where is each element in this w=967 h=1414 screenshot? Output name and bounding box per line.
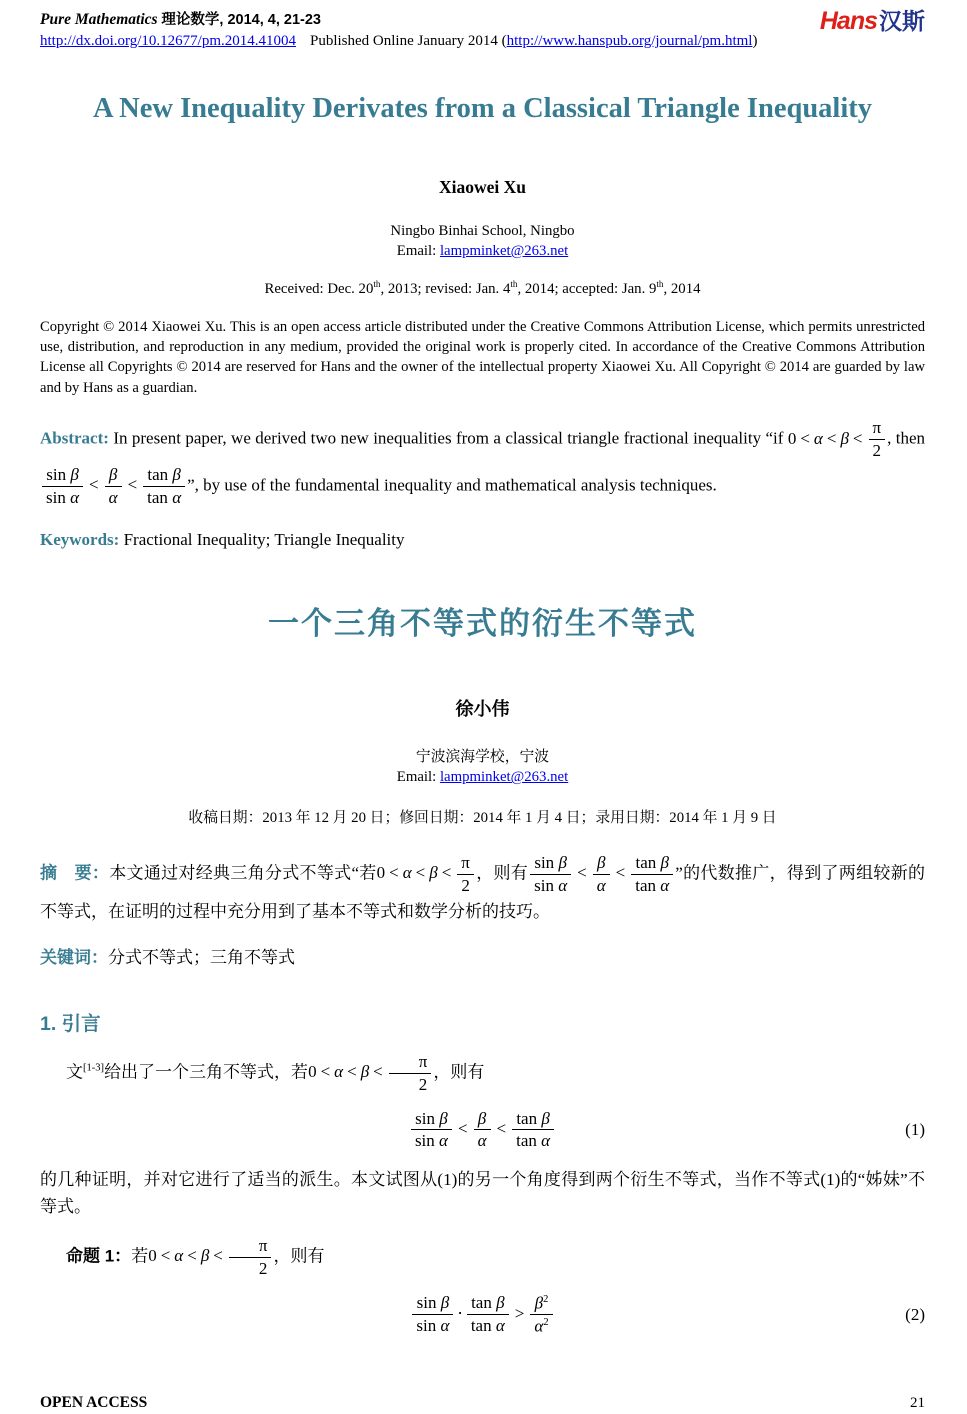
equation-1 bbox=[40, 1107, 925, 1154]
less-than-sign: < bbox=[213, 1246, 223, 1266]
chinese-keywords-text: 分式不等式；三角不等式 bbox=[108, 947, 295, 967]
tan-op: tan bbox=[635, 875, 657, 895]
sin-op: sin bbox=[416, 1316, 437, 1336]
math-beta: β bbox=[429, 863, 438, 883]
section-heading-introduction: 1. 引言 bbox=[40, 1012, 101, 1035]
received-text: , 2013; revised: Jan. 4 bbox=[380, 280, 511, 297]
math-alpha: α bbox=[477, 1131, 487, 1151]
less-than-sign: < bbox=[160, 1246, 171, 1266]
math-two: 2 bbox=[461, 875, 470, 895]
math-beta: β bbox=[70, 464, 79, 484]
received-text: Received: Dec. 20 bbox=[264, 280, 374, 297]
paper-title-english: A New Inequality Derivates from a Classical Triangle Inequality bbox=[93, 93, 872, 124]
doi-line bbox=[40, 33, 757, 50]
fraction-denominator bbox=[467, 1315, 509, 1336]
fraction-numerator bbox=[530, 1293, 552, 1316]
math-condition bbox=[787, 418, 887, 461]
email-link[interactable]: lampminket@263.net bbox=[439, 242, 569, 259]
fraction-sin bbox=[530, 853, 571, 896]
sin-op: sin bbox=[534, 853, 555, 873]
less-than-sign: < bbox=[457, 1118, 468, 1138]
less-than-sign: < bbox=[852, 428, 863, 448]
affiliation-chinese: 宁波滨海学校，宁波 bbox=[415, 748, 550, 765]
math-beta: β bbox=[840, 428, 849, 448]
sin-op: sin bbox=[415, 1108, 436, 1128]
fraction-beta-alpha bbox=[474, 1109, 491, 1152]
exponent-two: 2 bbox=[543, 1317, 549, 1329]
abstract-paragraph-english bbox=[40, 416, 925, 509]
less-than-sign: < bbox=[389, 863, 399, 883]
math-beta: β bbox=[596, 853, 606, 873]
sin-op: sin bbox=[534, 875, 554, 895]
math-alpha: α bbox=[108, 487, 118, 507]
math-condition bbox=[376, 853, 476, 895]
fraction-numerator bbox=[42, 465, 83, 487]
math-beta: β bbox=[477, 1108, 487, 1128]
fraction-beta-squared-alpha-squared bbox=[530, 1293, 552, 1337]
math-alpha: α bbox=[440, 1316, 450, 1336]
fraction-denominator bbox=[143, 487, 185, 508]
math-beta: β bbox=[439, 1108, 448, 1128]
less-than-sign: < bbox=[415, 863, 426, 883]
abstract-text-3: ”, by use of the fundamental inequality and mathematical analysis techniques. bbox=[187, 475, 717, 495]
author-name-english: Xiaowei Xu bbox=[438, 176, 526, 197]
intro-text-post: ，则有 bbox=[433, 1062, 485, 1082]
received-text: , 2014 bbox=[663, 280, 701, 297]
paper-title-chinese: 一个三角不等式的衍生不等式 bbox=[268, 605, 697, 641]
math-alpha: α bbox=[174, 1246, 184, 1266]
fraction-numerator bbox=[467, 1293, 509, 1315]
proposition-label: 命题 1： bbox=[66, 1246, 132, 1266]
fraction-pi-over-2 bbox=[389, 1052, 432, 1095]
proposition-1-statement bbox=[40, 1234, 925, 1281]
less-than-sign: < bbox=[441, 863, 452, 883]
less-than-sign: < bbox=[615, 863, 626, 883]
less-than-sign: < bbox=[496, 1118, 507, 1138]
sin-op: sin bbox=[46, 464, 67, 484]
less-than-sign: < bbox=[373, 1062, 383, 1082]
ordinal-sup: th bbox=[373, 278, 381, 289]
math-product-inequality bbox=[410, 1293, 554, 1336]
email-label: Email: bbox=[396, 242, 440, 259]
math-alpha: α bbox=[541, 1131, 551, 1151]
math-zero: 0 bbox=[787, 428, 797, 448]
math-zero: 0 bbox=[376, 863, 386, 883]
fraction-numerator bbox=[530, 853, 571, 875]
fraction-beta-alpha bbox=[593, 853, 610, 896]
fraction-beta-alpha bbox=[105, 465, 122, 508]
proposition-text-pre: 若 bbox=[131, 1246, 149, 1266]
tan-op: tan bbox=[516, 1108, 538, 1128]
less-than-sign: < bbox=[577, 863, 587, 883]
keywords-line-english bbox=[40, 530, 925, 550]
intro-paragraph-2: 的几种证明，并对它进行了适当的派生。本文试图从(1)的另一个角度得到两个衍生不等式，当作不等式(1)的“姊妹”不等式。 bbox=[40, 1170, 925, 1216]
math-inequality-chain bbox=[528, 853, 675, 895]
fraction-numerator bbox=[474, 1109, 491, 1131]
fraction-numerator bbox=[412, 1293, 453, 1315]
greater-than-sign: > bbox=[514, 1303, 525, 1323]
less-than-sign: < bbox=[320, 1062, 331, 1082]
abstract-text-1: In present paper, we derived two new inequalities from a classical triangle fractional inequality “if bbox=[113, 428, 784, 448]
intro-text-pre: 文 bbox=[66, 1062, 83, 1082]
math-zero: 0 bbox=[308, 1062, 317, 1082]
fraction-denominator bbox=[593, 875, 610, 896]
equation-1-number: (1) bbox=[905, 1119, 925, 1139]
math-beta: β bbox=[360, 1062, 370, 1082]
tan-op: tan bbox=[147, 487, 168, 507]
math-beta: β bbox=[440, 1293, 450, 1313]
math-beta: β bbox=[496, 1293, 505, 1313]
chinese-dates-line: 收稿日期：2013 年 12 月 20 日；修回日期：2014 年 1 月 4 日；录用日期：2014 年 1 月 9 日 bbox=[188, 810, 777, 827]
fraction-denominator bbox=[512, 1130, 554, 1151]
published-close-paren: ) bbox=[752, 33, 758, 49]
less-than-sign: < bbox=[826, 428, 837, 448]
less-than-sign: < bbox=[800, 428, 810, 448]
affiliation-block-english bbox=[40, 222, 925, 262]
fraction-numerator bbox=[105, 465, 122, 487]
keywords-text: Fractional Inequality; Triangle Inequality bbox=[123, 529, 405, 549]
math-two: 2 bbox=[258, 1258, 268, 1278]
fraction-tan bbox=[143, 465, 185, 508]
math-pi: π bbox=[869, 418, 886, 440]
received-dates-line bbox=[40, 279, 925, 298]
journal-issue-info: 理论数学, 2014, 4, 21-23 bbox=[161, 12, 321, 28]
fraction-numerator bbox=[143, 465, 185, 487]
fraction-denominator bbox=[412, 1315, 453, 1336]
math-alpha: α bbox=[558, 875, 568, 895]
intro-text-mid: 给出了一个三角不等式，若 bbox=[104, 1062, 309, 1082]
intro-paragraph-1 bbox=[40, 1050, 925, 1097]
math-two: 2 bbox=[872, 441, 882, 461]
fraction-numerator bbox=[631, 853, 673, 875]
journal-title-line bbox=[40, 8, 757, 29]
journal-name: Pure Mathematics bbox=[40, 11, 158, 28]
affiliation-english: Ningbo Binhai School, Ningbo bbox=[390, 222, 575, 239]
fraction-denominator bbox=[105, 487, 122, 508]
fraction-numerator bbox=[411, 1109, 452, 1131]
exponent-two: 2 bbox=[543, 1293, 549, 1305]
chinese-keywords-label: 关键词： bbox=[40, 947, 108, 967]
math-beta: β bbox=[534, 1293, 544, 1313]
equation-2-body bbox=[86, 1291, 879, 1339]
doi-link[interactable]: http://dx.doi.org/10.12677/pm.2014.41004 bbox=[40, 33, 296, 49]
open-access-label: OPEN ACCESS bbox=[40, 1394, 148, 1411]
math-pi: π bbox=[229, 1236, 272, 1258]
math-alpha: α bbox=[534, 1316, 544, 1336]
math-beta: β bbox=[660, 853, 669, 873]
tan-op: tan bbox=[147, 464, 169, 484]
ordinal-sup: th bbox=[510, 278, 518, 289]
math-alpha: α bbox=[439, 1131, 448, 1151]
fraction-tan bbox=[467, 1293, 509, 1336]
hans-logo-latin: Hans bbox=[819, 7, 877, 35]
fraction-sin bbox=[411, 1109, 452, 1152]
copyright-notice: Copyright © 2014 Xiaowei Xu. This is an open access article distributed under the Creative Commons Attribution License, which permits unrestricted use, distribution, and reproduction in any medium, provided the original work is properly cited. In accordance of the Creative Commons Attribution License all Copyrights © 2014 are reserved for Hans and the owner of the intellectual property Xiaowei Xu. All Copyright © 2014 are guarded by law and by Hans as a guardian. bbox=[40, 318, 925, 396]
fraction-denominator bbox=[530, 1315, 552, 1337]
email-label: Email: bbox=[396, 769, 440, 786]
keywords-label: Keywords: bbox=[40, 529, 120, 549]
math-alpha: α bbox=[596, 875, 606, 895]
proposition-text-post: ，则有 bbox=[273, 1246, 325, 1266]
math-alpha: α bbox=[495, 1316, 505, 1336]
citation-ref: [1-3] bbox=[83, 1062, 105, 1074]
fraction-denominator bbox=[474, 1130, 491, 1151]
hans-logo-chinese: 汉斯 bbox=[879, 8, 925, 34]
fraction-denominator bbox=[42, 487, 83, 508]
less-than-sign: < bbox=[127, 475, 138, 495]
math-alpha: α bbox=[402, 863, 412, 883]
fraction-numerator bbox=[512, 1109, 554, 1131]
equation-1-body bbox=[86, 1107, 879, 1154]
email-line-english bbox=[40, 242, 925, 262]
chinese-abstract-text-1: 本文通过对经典三角分式不等式“若 bbox=[109, 863, 377, 883]
sin-op: sin bbox=[416, 1293, 437, 1313]
math-condition bbox=[148, 1236, 273, 1278]
math-pi: π bbox=[389, 1052, 432, 1074]
fraction-tan bbox=[631, 853, 673, 896]
math-condition bbox=[308, 1051, 433, 1094]
less-than-sign: < bbox=[347, 1062, 357, 1082]
math-two: 2 bbox=[418, 1074, 428, 1094]
math-pi: π bbox=[457, 853, 474, 875]
chinese-abstract-text-2: ，则有 bbox=[475, 863, 529, 883]
abstract-label: Abstract: bbox=[40, 428, 109, 448]
math-alpha: α bbox=[660, 875, 670, 895]
ordinal-sup: th bbox=[656, 278, 664, 289]
keywords-line-chinese bbox=[40, 943, 925, 968]
math-beta: β bbox=[200, 1246, 210, 1266]
multiplication-dot: ⋅ bbox=[457, 1303, 463, 1323]
affiliation-block-chinese bbox=[40, 747, 925, 788]
hans-logo bbox=[820, 9, 925, 34]
email-line-chinese bbox=[40, 767, 925, 788]
math-beta: β bbox=[172, 464, 181, 484]
received-text: , 2014; accepted: Jan. 9 bbox=[517, 280, 657, 297]
fraction-sin bbox=[42, 465, 83, 508]
tan-op: tan bbox=[635, 853, 657, 873]
fraction-sin bbox=[412, 1293, 453, 1336]
math-alpha: α bbox=[813, 428, 823, 448]
sin-op: sin bbox=[414, 1131, 435, 1151]
math-alpha: α bbox=[334, 1062, 344, 1082]
less-than-sign: < bbox=[187, 1246, 197, 1266]
fraction-pi-over-2 bbox=[457, 853, 474, 896]
math-alpha: α bbox=[70, 487, 80, 507]
published-online-text: Published Online January 2014 ( bbox=[309, 33, 507, 49]
journal-header bbox=[40, 8, 925, 50]
tan-op: tan bbox=[471, 1293, 492, 1313]
fraction-denominator bbox=[631, 875, 673, 896]
tan-op: tan bbox=[470, 1316, 492, 1336]
abstract-text-2: , then bbox=[887, 428, 925, 448]
math-zero: 0 bbox=[148, 1246, 157, 1266]
math-inequality-chain bbox=[40, 464, 187, 507]
fraction-pi-over-2 bbox=[229, 1236, 272, 1279]
math-alpha: α bbox=[172, 487, 182, 507]
chinese-abstract-label: 摘 要： bbox=[40, 863, 110, 883]
journal-header-text bbox=[40, 8, 757, 50]
author-name-chinese: 徐小伟 bbox=[455, 698, 510, 719]
fraction-denominator bbox=[530, 875, 571, 896]
chinese-abstract-text-3: ”的代数推广，得到了两组较新的不等式，在证明的过程中充分用到了基本不等式和数学分析的技巧。 bbox=[40, 863, 926, 921]
equation-2-number: (2) bbox=[905, 1304, 925, 1324]
fraction-tan bbox=[512, 1109, 554, 1152]
equation-2 bbox=[40, 1291, 925, 1339]
sin-op: sin bbox=[46, 487, 66, 507]
page-footer bbox=[40, 1394, 925, 1412]
less-than-sign: < bbox=[89, 475, 99, 495]
abstract-paragraph-chinese bbox=[40, 851, 925, 925]
tan-op: tan bbox=[516, 1131, 537, 1151]
email-link[interactable]: lampminket@263.net bbox=[439, 769, 569, 786]
math-beta: β bbox=[108, 464, 118, 484]
page-number: 21 bbox=[910, 1395, 925, 1411]
fraction-numerator bbox=[593, 853, 610, 875]
math-beta: β bbox=[558, 853, 567, 873]
math-beta: β bbox=[541, 1108, 550, 1128]
fraction-pi-over-2 bbox=[869, 418, 886, 461]
journal-homepage-link[interactable]: http://www.hanspub.org/journal/pm.html bbox=[506, 33, 753, 49]
math-inequality-chain bbox=[409, 1108, 556, 1151]
fraction-denominator bbox=[411, 1130, 452, 1151]
